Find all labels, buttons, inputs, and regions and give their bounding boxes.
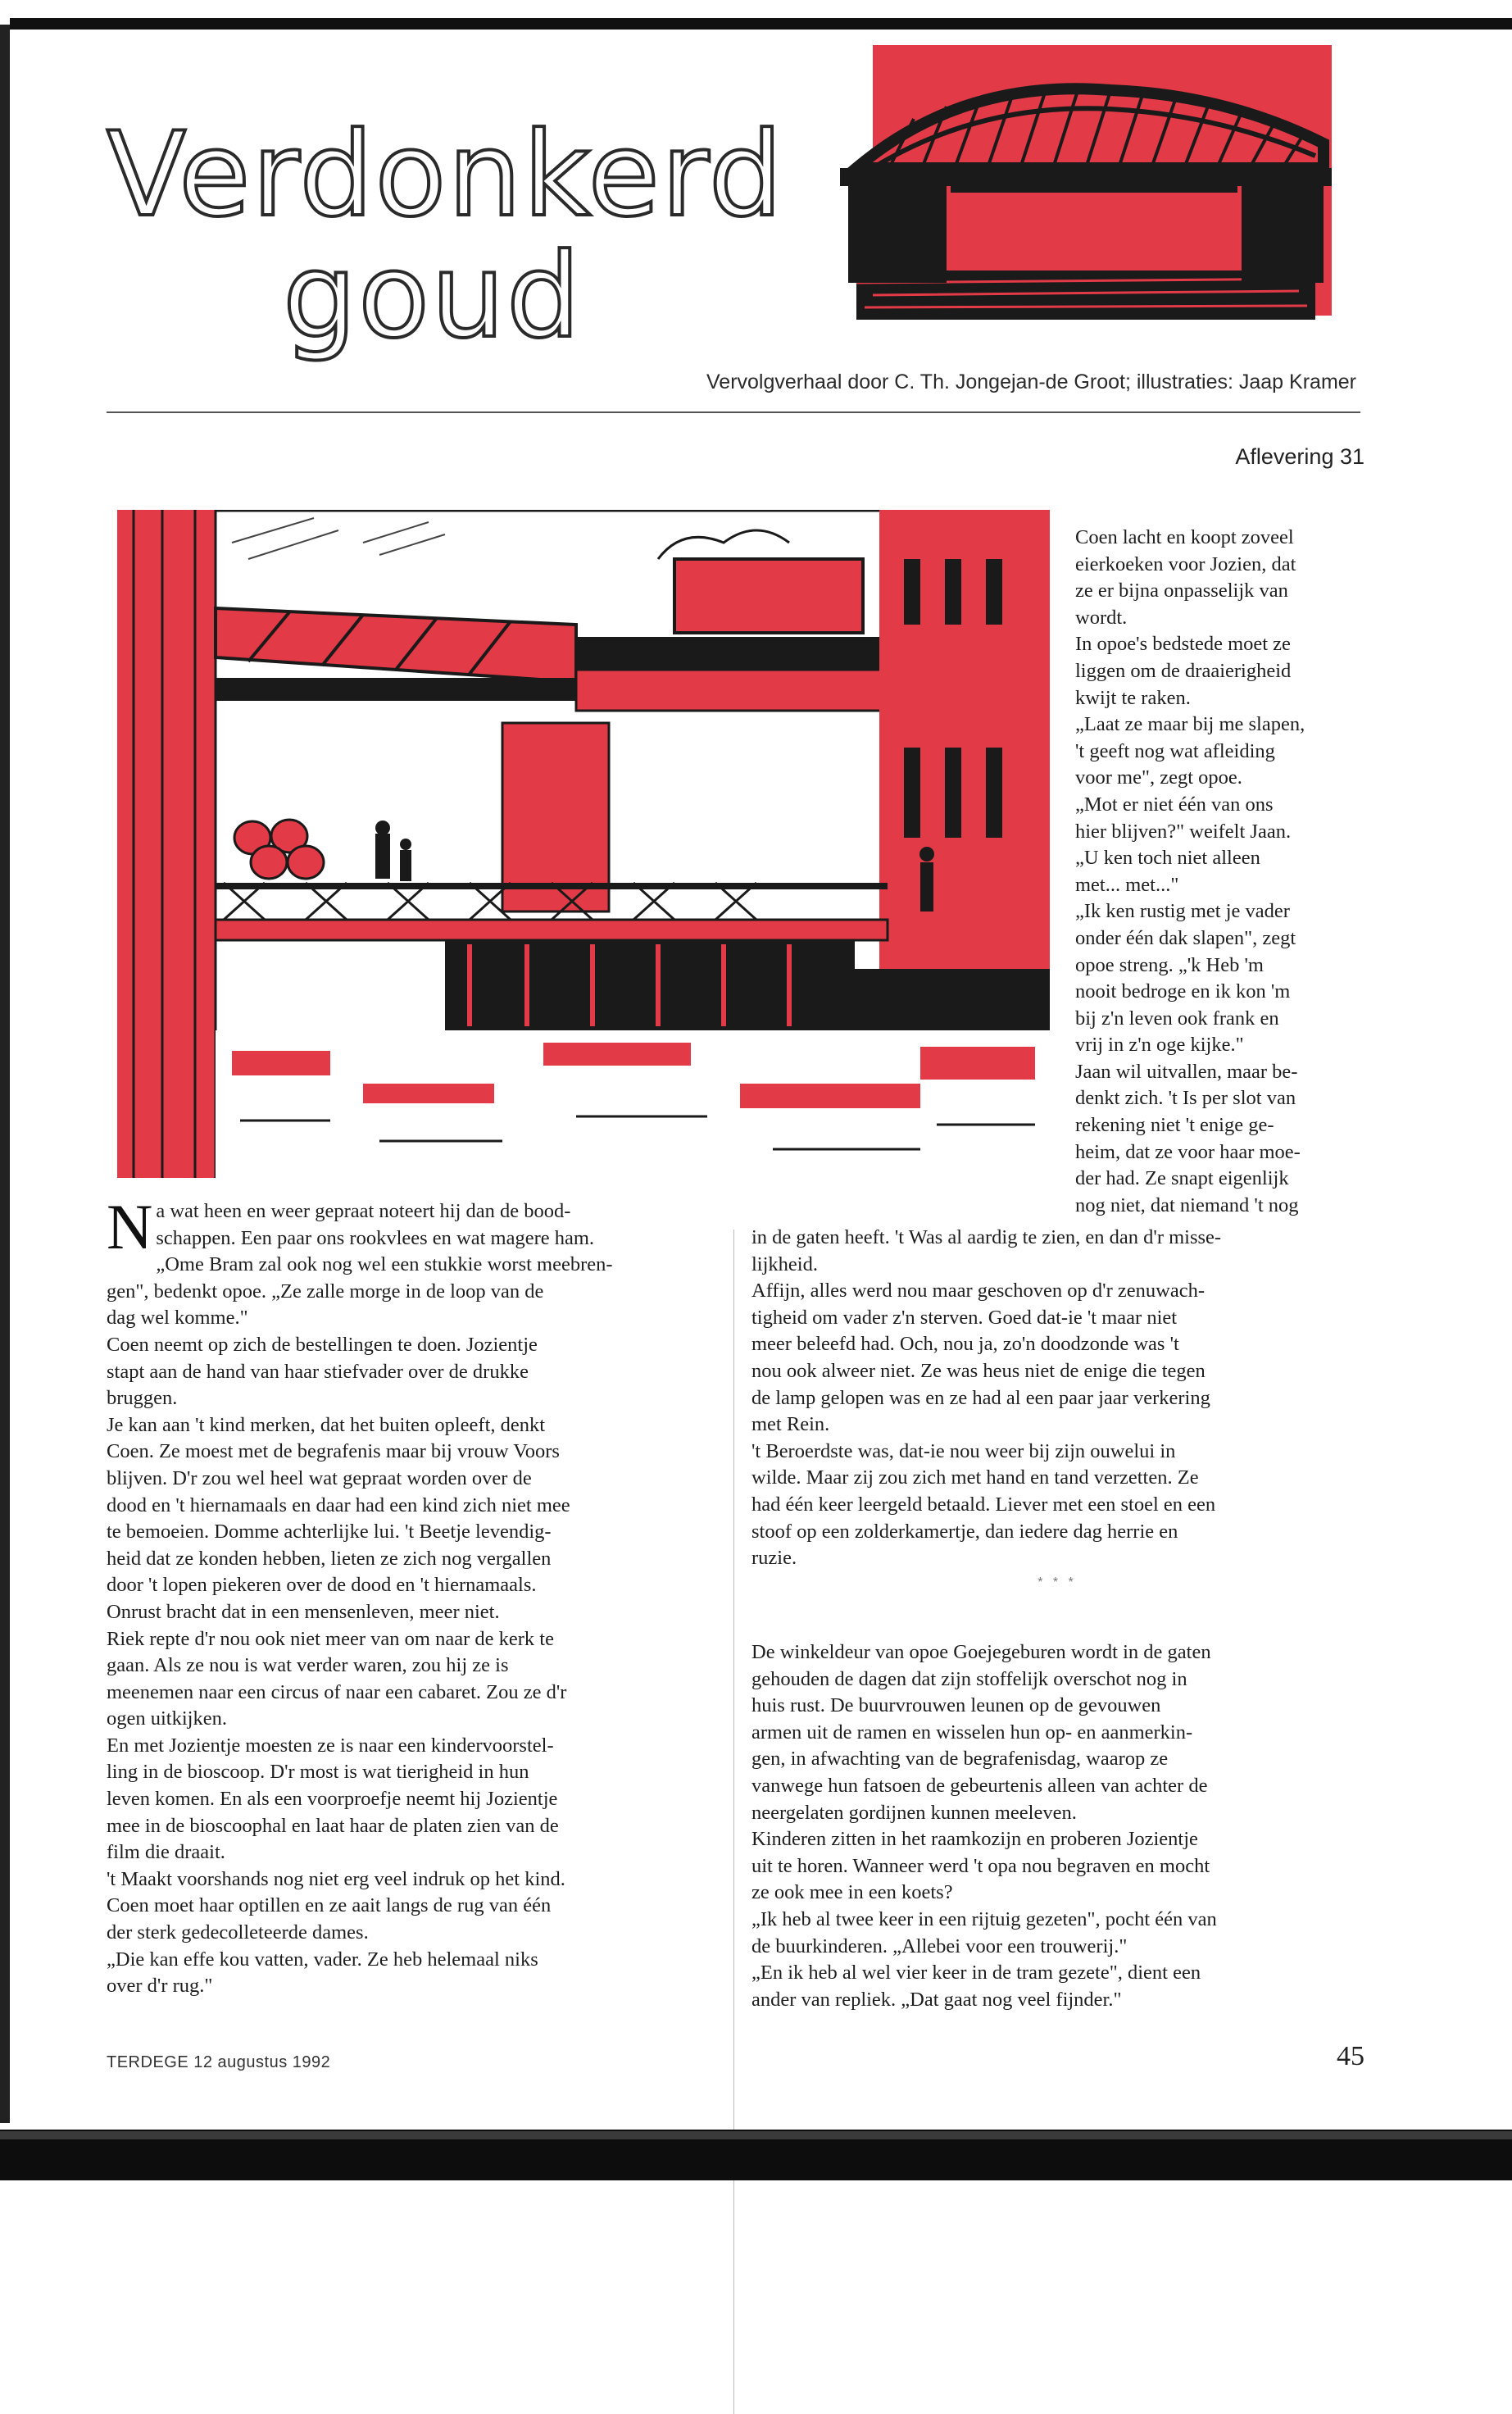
text-line: blijven. D'r zou wel heel wat gepraat worden over de [107, 1466, 532, 1489]
text-line: heim, dat ze voor haar moe- [1075, 1140, 1301, 1163]
text-line: de lamp gelopen was en ze had al een paar jaar verkering [751, 1386, 1210, 1409]
text-line: Coen moet haar optillen en ze aait langs de rug van één [107, 1894, 552, 1917]
left-column [107, 1191, 713, 2000]
magazine-footer: TERDEGE 12 augustus 1992 [107, 2053, 331, 2071]
text-line: „Ik heb al twee keer in een rijtuig gezeten", pocht één van [751, 1907, 1217, 1930]
text-line: schappen. Een paar ons rookvlees en wat magere ham. [156, 1226, 595, 1249]
text-line: wilde. Maar zij zou zich met hand en tand verzetten. Ze [751, 1466, 1199, 1489]
text-line: mee in de bioscoophal en laat haar de platen zien van de [107, 1814, 559, 1837]
text-line: 't Beroerdste was, dat-ie nou weer bij zijn ouwelui in [751, 1439, 1176, 1462]
text-line: dag wel komme." [107, 1307, 248, 1330]
text-line: Jaan wil uitvallen, maar be- [1075, 1060, 1298, 1083]
header-divider [107, 411, 1360, 413]
text-line: „Mot er niet één van ons [1075, 793, 1274, 816]
text-line: 't Maakt voorshands nog niet erg veel indruk op het kind. [107, 1867, 565, 1890]
text-line: opoe streng. „'k Heb 'm [1075, 953, 1264, 976]
text-line: In opoe's bedstede moet ze [1075, 633, 1291, 656]
text-line: gen", bedenkt opoe. „Ze zalle morge in de loop van de [107, 1280, 544, 1302]
text-line: a wat heen en weer gepraat noteert hij dan de bood- [156, 1200, 571, 1222]
text-line: had één keer leergeld betaald. Liever met een stoel en een [751, 1493, 1216, 1516]
text-line: Coen lacht en koopt zoveel [1075, 526, 1294, 548]
text-line: gen, in afwachting van de begrafenisdag, waarop ze [751, 1748, 1169, 1771]
column-divider [733, 1230, 734, 2414]
text-line: vanwege hun fatsoen de gebeurtenis alleen van achter de [751, 1774, 1208, 1797]
text-line: kwijt te raken. [1075, 686, 1191, 709]
text-line: liggen om de draaierigheid [1075, 659, 1292, 682]
section-separator: * * * [1038, 1575, 1077, 1589]
text-line: stapt aan de hand van haar stiefvader over de drukke [107, 1360, 529, 1383]
text-line: ze er bijna onpasselijk van [1075, 580, 1288, 602]
article-title [107, 107, 811, 364]
text-line: 't geeft nog wat afleiding [1075, 739, 1275, 762]
text-line: Je kan aan 't kind merken, dat het buiten opleeft, denkt [107, 1413, 546, 1436]
text-line: „Die kan effe kou vatten, vader. Ze heb helemaal niks [107, 1948, 538, 1971]
text-line: Coen. Ze moest met de begrafenis maar bij vrouw Voors [107, 1440, 560, 1463]
text-line: gehouden de dagen dat zijn stoffelijk overschot nog in [751, 1667, 1187, 1690]
text-line: film die draait. [107, 1841, 225, 1864]
canal-city-illustration [117, 510, 1050, 1178]
text-line: wordt. [1075, 606, 1128, 629]
text-line: Riek repte d'r nou ook niet meer van om naar de kerk te [107, 1627, 554, 1650]
text-line: vrij in z'n oge kijke." [1075, 1034, 1244, 1057]
text-line: „U ken toch niet alleen [1075, 847, 1260, 870]
text-line: meenemen naar een circus of naar een cabaret. Zou ze d'r [107, 1680, 567, 1703]
text-line: nou ook alweer niet. Ze was heus niet de enige die tegen [751, 1359, 1206, 1382]
text-line: rekening niet 't enige ge- [1075, 1114, 1274, 1137]
text-line: hier blijven?" weifelt Jaan. [1075, 820, 1292, 843]
text-line: lijkheid. [751, 1252, 818, 1275]
text-line: gaan. Als ze nou is wat verder waren, zou hij ze is [107, 1654, 509, 1677]
text-line: Kinderen zitten in het raamkozijn en proberen Jozientje [751, 1828, 1198, 1851]
text-line: voor me", zegt opoe. [1075, 766, 1242, 789]
text-line: door 't lopen piekeren over de dood en 't hiernamaals. [107, 1574, 537, 1597]
text-line: De winkeldeur van opoe Goejegeburen wordt in de gaten [751, 1641, 1211, 1663]
text-line: nog niet, dat niemand 't nog [1075, 1193, 1299, 1216]
text-line: armen uit de ramen en wisselen hun op- en aanmerkin- [751, 1721, 1193, 1743]
text-line: te bemoeien. Domme achterlijke lui. 't Beetje levendig- [107, 1521, 552, 1543]
text-line: neergelaten gordijnen kunnen meeleven. [751, 1801, 1077, 1824]
text-line: stoof op een zolderkamertje, dan iedere dag herrie en [751, 1520, 1178, 1543]
text-line: Onrust bracht dat in een mensenleven, meer niet. [107, 1600, 500, 1623]
text-line: over d'r rug." [107, 1975, 213, 1998]
text-line: Coen neemt op zich de bestellingen te doen. Jozientje [107, 1333, 538, 1356]
text-line: ander van repliek. „Dat gaat nog veel fijnder." [751, 1988, 1122, 2011]
text-line: ze ook mee in een koets? [751, 1881, 953, 1904]
text-line: leven komen. En als een voorproefje neemt hij Jozientje [107, 1788, 558, 1811]
text-line: onder één dak slapen", zegt [1075, 926, 1296, 949]
text-line: Affijn, alles werd nou maar geschoven op d'r zenuwach- [751, 1280, 1205, 1302]
text-line: „Ik ken rustig met je vader [1075, 900, 1290, 923]
bridge-illustration [840, 45, 1332, 357]
scan-left-border [0, 25, 10, 2123]
text-line: de buurkinderen. „Allebei voor een trouwerij." [751, 1934, 1128, 1957]
episode-label: Aflevering 31 [1235, 444, 1364, 469]
text-line: tigheid om vader z'n sterven. Goed dat-ie 't maar niet [751, 1306, 1178, 1329]
byline: Vervolgverhaal door C. Th. Jongejan-de Groot; illustraties: Jaap Kramer [706, 371, 1356, 393]
title-line-2: goud [283, 229, 583, 364]
text-line: denkt zich. 't Is per slot van [1075, 1087, 1296, 1110]
text-line: „En ik heb al wel vier keer in de tram gezete", dient een [751, 1962, 1201, 1984]
text-line: meer beleefd had. Och, nou ja, zo'n doodzonde was 't [751, 1333, 1179, 1356]
page-number: 45 [1337, 2041, 1364, 2071]
text-line: En met Jozientje moesten ze is naar een kindervoorstel- [107, 1734, 554, 1757]
text-line: der had. Ze snapt eigenlijk [1075, 1167, 1289, 1190]
text-line: „Laat ze maar bij me slapen, [1075, 713, 1305, 736]
scan-bottom-edge [0, 2131, 1512, 2139]
text-line: bij z'n leven ook frank en [1075, 1007, 1279, 1030]
text-line: nooit bedroge en ik kon 'm [1075, 980, 1291, 1003]
text-line: met Rein. [751, 1413, 830, 1436]
text-line: eierkoeken voor Jozien, dat [1075, 552, 1296, 575]
text-line: huis rust. De buurvrouwen leunen op de gevouwen [751, 1694, 1161, 1717]
text-line: der sterk gedecolleteerde dames. [107, 1921, 369, 1944]
drop-cap: N [107, 1191, 153, 1262]
text-line: dood en 't hiernamaals en daar had een kind zich niet mee [107, 1493, 570, 1516]
right-column-top [751, 1225, 1358, 1572]
title-line-1: Verdonkerd [107, 107, 784, 243]
text-line: ruzie. [751, 1547, 797, 1570]
text-line: met... met..." [1075, 873, 1179, 896]
scan-top-border [10, 18, 1512, 30]
text-line: uit te horen. Wanneer werd 't opa nou begraven en mocht [751, 1854, 1210, 1877]
text-line: bruggen. [107, 1387, 178, 1410]
text-line: in de gaten heeft. 't Was al aardig te zien, en dan d'r misse- [751, 1226, 1222, 1248]
text-line: „Ome Bram zal ook nog wel een stukkie worst meebren- [156, 1253, 613, 1276]
text-line: ling in de bioscoop. D'r most is wat tierigheid in hun [107, 1761, 529, 1784]
text-line: ogen uitkijken. [107, 1707, 227, 1730]
right-column-bottom [751, 1639, 1358, 2013]
wrap-column [1075, 525, 1370, 1219]
text-line: heid dat ze konden hebben, lieten ze zich nog vergallen [107, 1547, 552, 1570]
